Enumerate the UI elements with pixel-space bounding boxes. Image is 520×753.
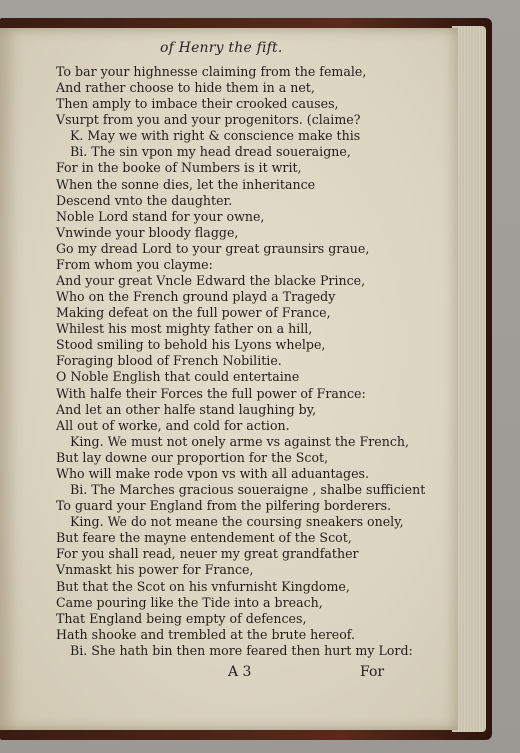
- text-line: With halfe their Forces the full power of France:: [56, 385, 366, 401]
- text-line: Bi. The sin vpon my head dread soueraigne,: [70, 144, 351, 160]
- text-line: To bar your highnesse claiming from the female,: [56, 64, 367, 79]
- text-line: Noble Lord stand for your owne,: [56, 208, 265, 224]
- text-line: For you shall read, neuer my great grandfather: [56, 546, 359, 562]
- running-header: of Henry the fift.: [160, 40, 283, 56]
- text-line: King. We must not onely arme vs against the French,: [70, 433, 409, 449]
- text-line: All out of worke, and cold for action.: [56, 417, 290, 433]
- text-line: Bi. She hath bin then more feared then hurt my Lord:: [70, 642, 413, 658]
- text-line: That England being empty of defences,: [56, 610, 307, 626]
- text-line: But feare the mayne entendement of the Scot,: [56, 530, 352, 546]
- text-line: Bi. The Marches gracious soueraigne , shalbe sufficient: [70, 482, 426, 498]
- text-line: Who will make rode vpon vs with all aduantages.: [56, 465, 370, 481]
- text-line: Stood smiling to behold his Lyons whelpe,: [56, 337, 326, 353]
- text-line: Who on the French ground playd a Tragedy: [56, 289, 336, 305]
- text-line: When the sonne dies, let the inheritance: [56, 176, 316, 192]
- text-line: And let an other halfe stand laughing by,: [56, 401, 317, 417]
- text-line: From whom you clayme:: [56, 256, 213, 272]
- text-line: And your great Vncle Edward the blacke Prince,: [56, 273, 366, 289]
- text-line: O Noble English that could entertaine: [56, 369, 300, 385]
- text-line: To guard your England from the pilfering borderers.: [56, 498, 392, 514]
- text-line: King. We do not meane the coursing sneakers onely,: [70, 514, 404, 530]
- text-line: For in the booke of Numbers is it writ,: [56, 160, 302, 176]
- text-line: Vsurpt from you and your progenitors. (claime?: [56, 112, 361, 128]
- text-line: Then amply to imbace their crooked causes,: [56, 96, 339, 112]
- text-line: Vnmaskt his power for France,: [56, 562, 254, 578]
- text-line: Vnwinde your bloody flagge,: [56, 224, 239, 240]
- catchword: For: [360, 664, 385, 680]
- text-line: And rather choose to hide them in a net,: [56, 80, 315, 96]
- text-line: K. May we with right & conscience make this: [70, 128, 361, 144]
- text-line: But that the Scot on his vnfurnisht Kingdome,: [56, 578, 350, 594]
- text-line: Hath shooke and trembled at the brute hereof.: [56, 626, 356, 642]
- text-line: But lay downe our proportion for the Scot,: [56, 449, 329, 465]
- text-line: Came pouring like the Tide into a breach,: [56, 594, 323, 610]
- text-line: Go my dread Lord to your great graunsirs graue,: [56, 240, 370, 256]
- text-line: Foraging blood of French Nobilitie.: [56, 353, 282, 369]
- text-line: Descend vnto the daughter.: [56, 192, 233, 208]
- text-line: Making defeat on the full power of France,: [56, 305, 331, 321]
- text-block: [56, 64, 426, 659]
- signature-mark: A 3: [228, 664, 252, 680]
- text-line: Whilest his most mighty father on a hill,: [56, 321, 313, 337]
